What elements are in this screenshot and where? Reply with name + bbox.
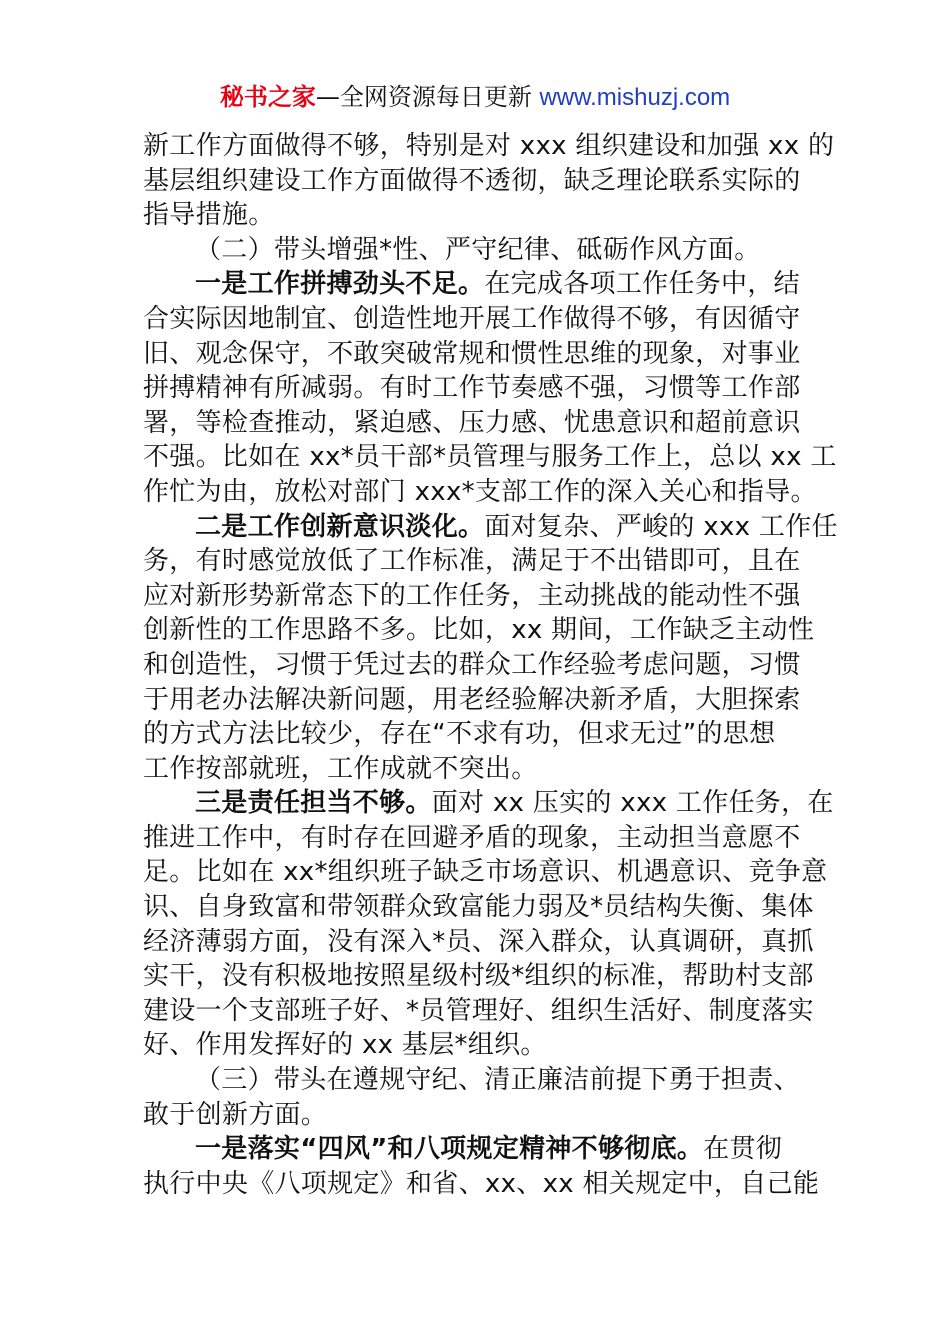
document-line — [143, 959, 814, 994]
line-text: 面对 xx 压实的 xxx 工作任务，在 — [431, 788, 834, 819]
line-text: 建设一个支部班子好、*员管理好、组织生活好、制度落实 — [143, 995, 814, 1026]
document-line — [143, 855, 828, 890]
line-text: 拼搏精神有所减弱。有时工作节奏感不强，习惯等工作部 — [143, 373, 801, 404]
document-line — [143, 164, 811, 199]
line-text: 的方式方法比较少，存在“不求有功，但求无过”的思想 — [143, 719, 776, 750]
line-text: 在完成各项工作任务中，结 — [484, 269, 800, 300]
line-text: 务，有时感觉放低了工作标准，满足于不出错即可，且在 — [143, 546, 801, 577]
site-url-link[interactable]: www.mishuzj.com — [539, 84, 731, 111]
line-text: 新工作方面做得不够，特别是对 xxx 组织建设和加强 xx 的 — [143, 131, 835, 161]
document-line — [143, 613, 815, 648]
line-text: 指导措施。 — [143, 200, 275, 231]
line-text: 于用老办法解决新问题，用老经验解决新矛盾，大胆探索 — [143, 684, 801, 715]
line-text: （二）带头增强*性、严守纪律、砥砺作风方面。 — [195, 234, 761, 265]
document-line — [143, 925, 814, 960]
paragraph-lead-heading: 三是责任担当不够。 — [195, 788, 432, 819]
document-line — [143, 406, 811, 441]
line-text: 基层组织建设工作方面做得不透彻，缺乏理论联系实际的 — [143, 165, 801, 196]
document-line — [143, 440, 837, 475]
line-text: 好、作用发挥好的 xx 基层*组织。 — [143, 1030, 547, 1061]
line-text: 工作按部就班，工作成就不突出。 — [143, 753, 538, 784]
line-text: 实干，没有积极地按照星级村级*组织的标准，帮助村支部 — [143, 961, 814, 992]
line-text: 识、自身致富和带领群众致富能力弱及*员结构失衡、集体 — [143, 892, 814, 923]
paragraph-lead-heading: 二是工作创新意识淡化。 — [195, 511, 485, 542]
line-text: （三）带头在遵规守纪、清正廉洁前提下勇于担责、 — [195, 1065, 800, 1096]
document-line — [143, 198, 811, 233]
line-text: 执行中央《八项规定》和省、xx、xx 相关规定中，自己能 — [143, 1168, 820, 1199]
paragraph-lead-heading: 一是工作拼搏劲头不足。 — [195, 269, 485, 300]
line-text: 和创造性，习惯于凭过去的群众工作经验考虑问题，习惯 — [143, 649, 801, 680]
line-text: 推进工作中，有时存在回避矛盾的现象，主动担当意愿不 — [143, 822, 801, 853]
document-line — [143, 510, 838, 545]
line-text: 足。比如在 xx*组织班子缺乏市场意识、机遇意识、竞争意 — [143, 857, 828, 888]
document-line — [143, 302, 811, 337]
document-line — [143, 475, 817, 510]
line-text: 作忙为由，放松对部门 xxx*支部工作的深入关心和指导。 — [143, 476, 817, 507]
line-text: 敢于创新方面。 — [143, 1099, 328, 1130]
site-brand-name: 秘书之家 — [219, 83, 316, 111]
site-header-banner — [0, 80, 950, 115]
document-line — [143, 129, 835, 164]
paragraph-lead-heading: 一是落实“四风”和八项规定精神不够彻底。 — [195, 1134, 704, 1165]
line-text: 应对新形势新常态下的工作任务，主动挑战的能动性不强 — [143, 580, 801, 611]
document-line — [143, 1098, 811, 1133]
document-line — [143, 1167, 820, 1202]
line-text: 在贯彻 — [703, 1134, 783, 1165]
line-text: 合实际因地制宜、创造性地开展工作做得不够，有因循守 — [143, 303, 801, 334]
document-line — [143, 544, 811, 579]
document-line — [143, 752, 811, 787]
line-text: 创新性的工作思路不多。比如，xx 期间，工作缺乏主动性 — [143, 615, 815, 646]
document-line — [143, 648, 811, 683]
document-body — [143, 129, 838, 1201]
document-line — [143, 1028, 811, 1063]
document-line — [143, 267, 811, 302]
document-line — [143, 1063, 811, 1098]
line-text: 旧、观念保守，不敢突破常规和惯性思维的现象，对事业 — [143, 338, 801, 369]
document-line — [143, 786, 834, 821]
document-line — [143, 371, 811, 406]
line-text: 署，等检查推动，紧迫感、压力感、忧患意识和超前意识 — [143, 407, 801, 438]
document-line — [143, 683, 811, 718]
document-line — [143, 717, 811, 752]
document-line — [143, 994, 814, 1029]
document-line — [143, 233, 811, 268]
site-tagline: —全网资源每日更新 — [315, 83, 540, 111]
line-text: 不强。比如在 xx*员干部*员管理与服务工作上，总以 xx 工 — [143, 442, 837, 473]
line-text: 面对复杂、严峻的 xxx 工作任 — [484, 511, 838, 542]
document-line — [143, 890, 814, 925]
document-line — [143, 337, 811, 372]
line-text: 经济薄弱方面，没有深入*员、深入群众，认真调研，真抓 — [143, 926, 814, 957]
document-line — [143, 821, 811, 856]
document-line — [143, 579, 811, 614]
document-line — [143, 1132, 811, 1167]
